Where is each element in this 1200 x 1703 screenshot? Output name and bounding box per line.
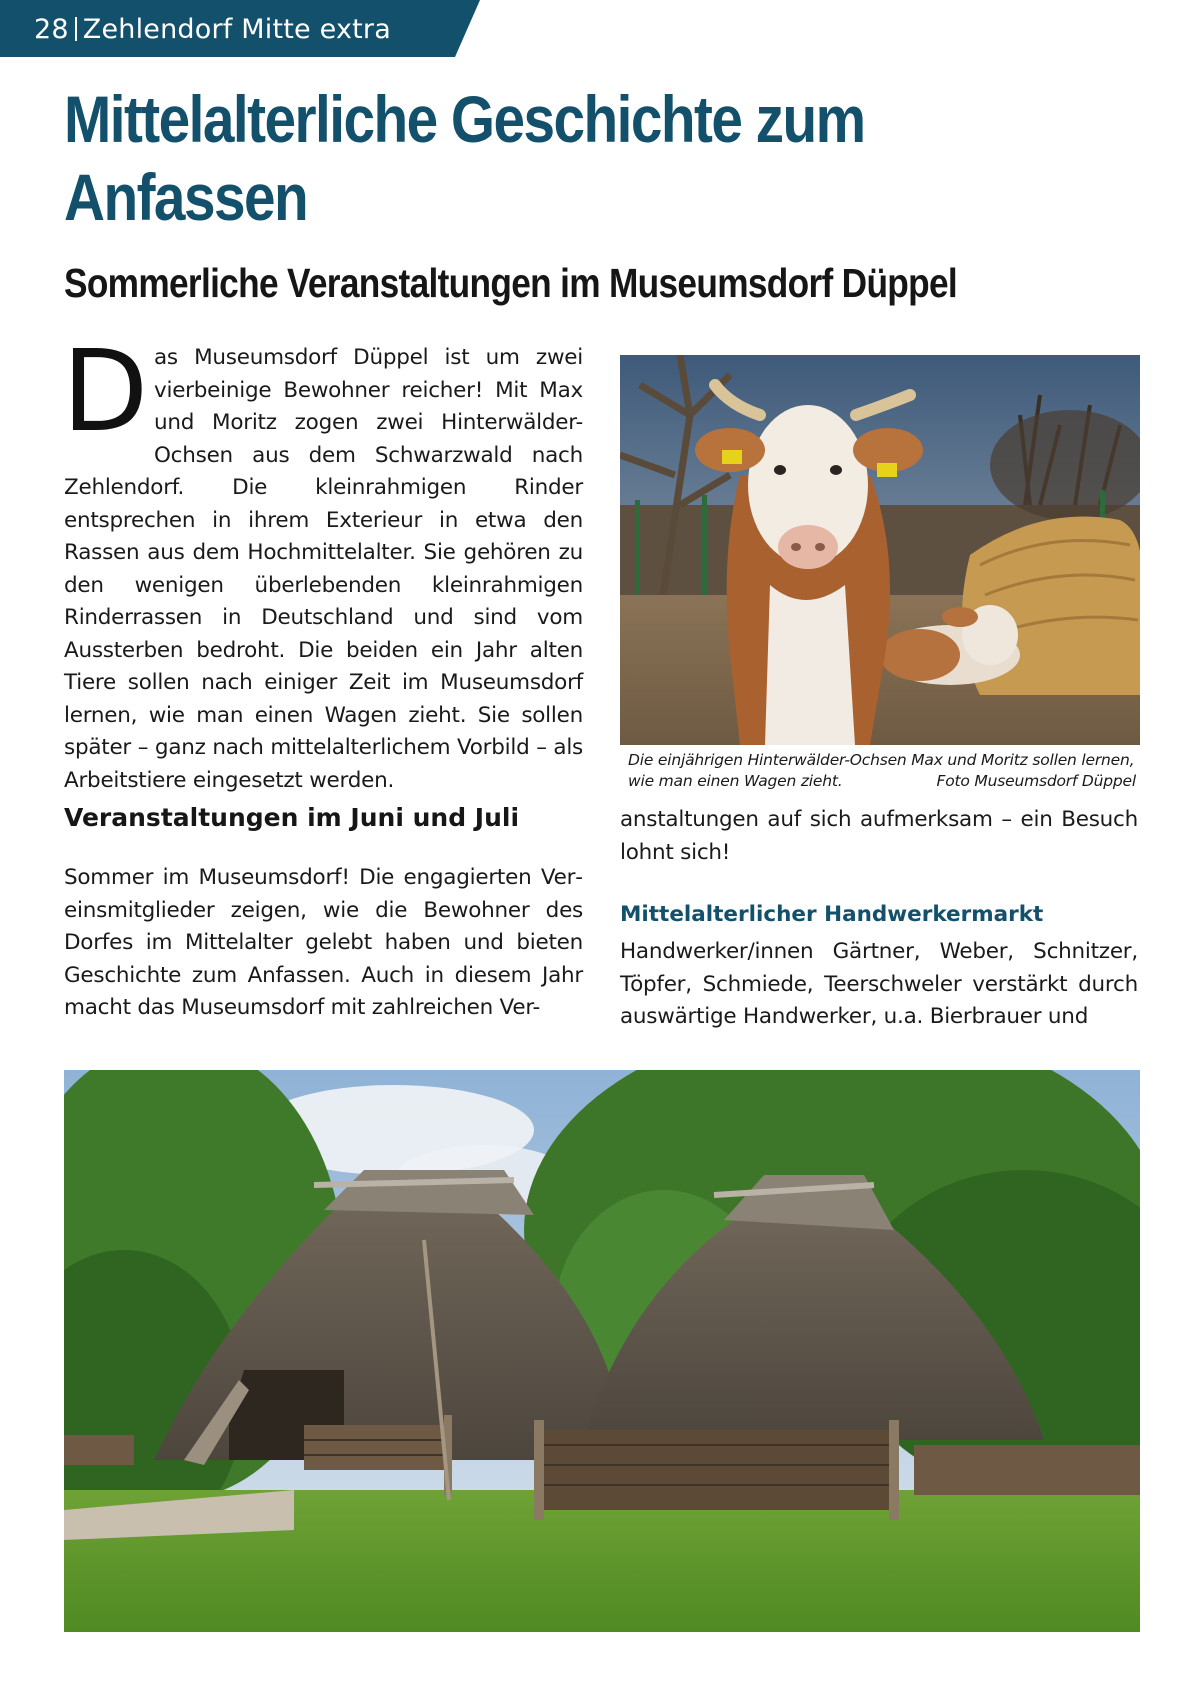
section-paragraph-right: anstaltungen auf sich aufmerksam – ein Besuch lohnt sich!	[620, 807, 1138, 865]
caption-text: Die einjährigen Hinterwälder-Ochsen Max und Moritz sollen lernen, wie man einen Wagen zieht.	[628, 751, 1135, 790]
oxen-photo-illustration	[620, 355, 1140, 745]
photo-credit: Foto Museumsdorf Düppel	[936, 772, 1136, 790]
section-paragraph-left: Sommer im Museumsdorf! Die engagierten Vereinsmitglieder zeigen, wie die Bewohner des Dorfes im Mittelalter gelebt haben und bieten Geschichte zum Anfassen. Auch in diesem Jahr macht das Museumsdorf mit zahlreichen Ver-	[64, 865, 583, 1020]
intro-text: as Museumsdorf Düppel ist um zwei vierbeinige Bewohner reicher! Mit Max und Moritz zogen zwei Hinterwälder-Ochsen aus dem Schwarzwald nach Zehlendorf. Die kleinrahmigen Rinder entsprechen in ihrem Exterieur in etwa den Rassen aus dem Hochmittelalter. Sie gehören zu den wenigen überlebenden kleinrahmigen Rinderrassen in Deutschland und sind vom Aussterben bedroht. Die beiden ein Jahr alten Tiere sollen nach einiger Zeit im Museumsdorf lernen, wie man einen Wagen zieht. Sie sollen später – ganz nach mittelalterlichem Vorbild – als Arbeitstiere eingesetzt werden.	[64, 345, 583, 793]
subsection-heading: Mittelalterlicher Handwerkermarkt	[620, 902, 1044, 927]
subsection-paragraph: Handwerker/innen Gärtner, Weber, Schnitzer, Töpfer, Schmiede, Teerschweler verstärkt durch auswärtige Handwerker, u.a. Bierbrauer und	[620, 939, 1138, 1029]
drop-cap: D	[62, 327, 148, 457]
intro-paragraph	[62, 327, 583, 797]
oxen-photo-caption	[628, 750, 1136, 792]
page-number: 28	[34, 14, 69, 45]
section-name: Zehlendorf Mitte extra	[82, 14, 391, 45]
header-separator	[75, 17, 77, 41]
section-heading: Veranstaltungen im Juni und Juli	[64, 803, 520, 832]
header-label	[34, 14, 391, 48]
thatched-huts-photo	[64, 1070, 1140, 1632]
thatched-huts-illustration	[64, 1070, 1140, 1632]
article-subtitle: Sommerliche Veranstaltungen im Museumsdorf Düppel	[64, 260, 958, 306]
oxen-photo	[620, 355, 1140, 745]
article-title: Mittelalterliche Geschichte zum Anfassen	[64, 82, 865, 234]
section-header-tab	[0, 0, 480, 57]
